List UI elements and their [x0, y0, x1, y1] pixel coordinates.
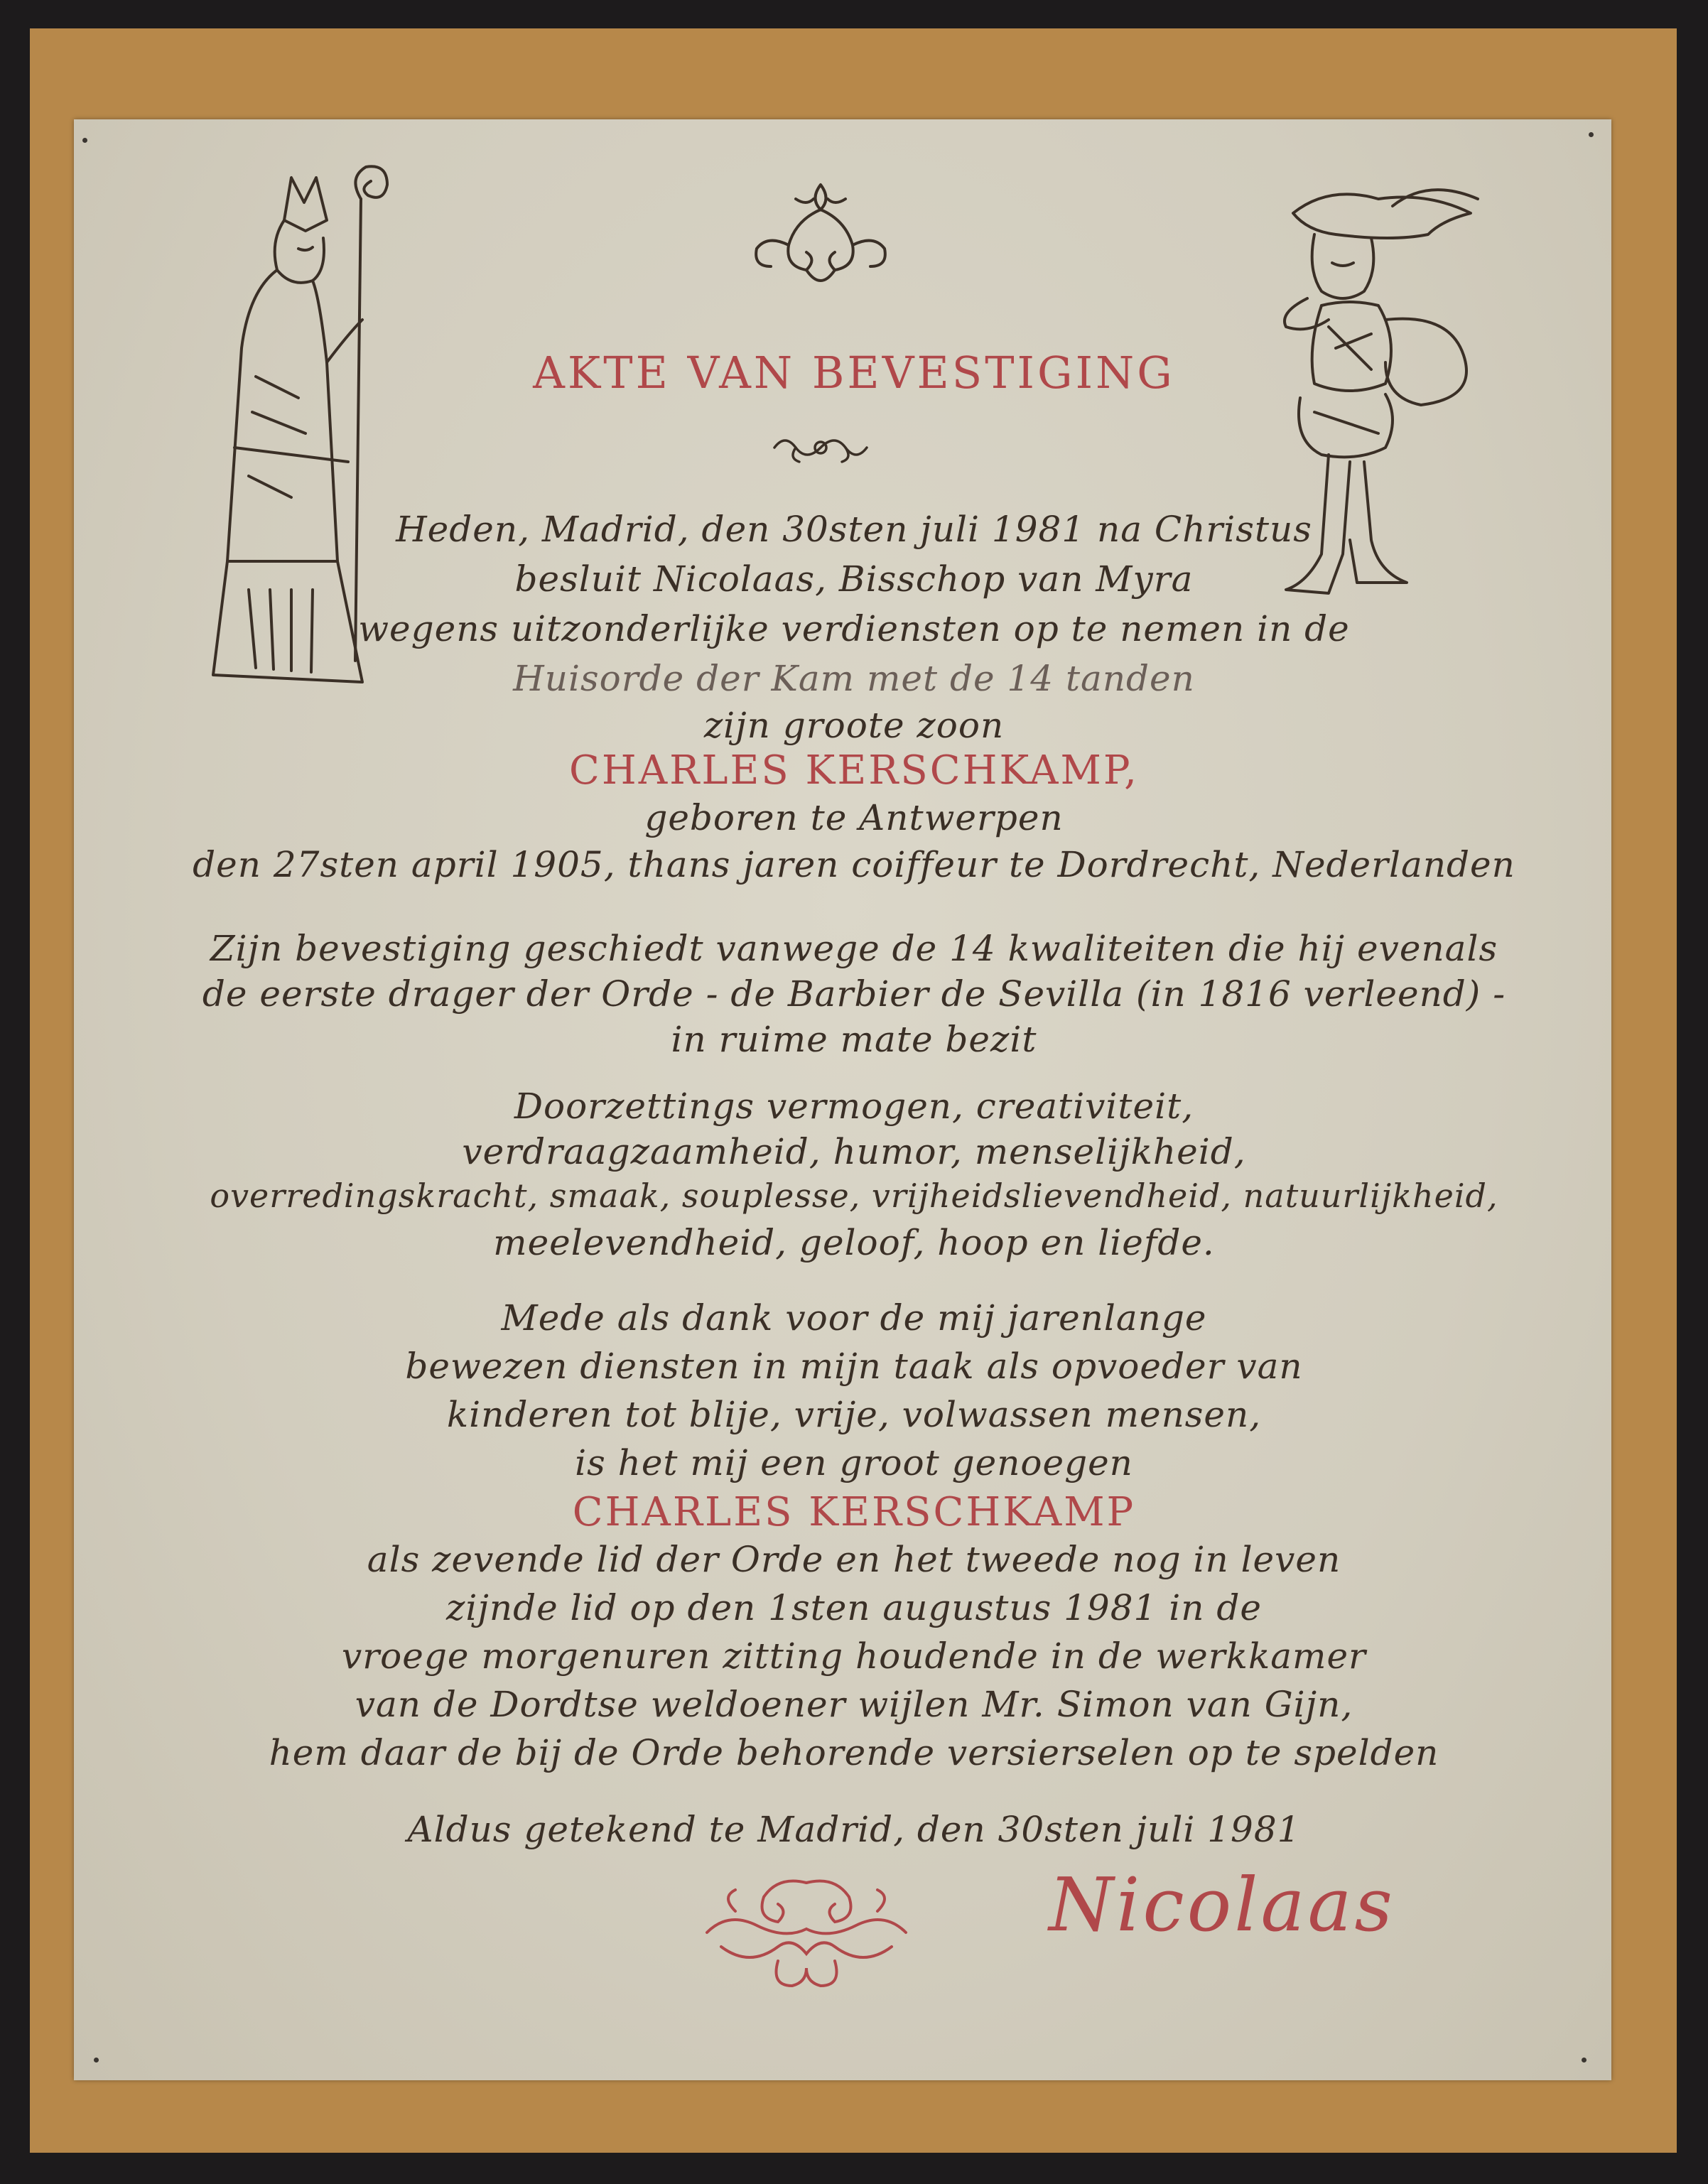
pin-bottom-right [1582, 2058, 1587, 2063]
birth-line-2: den 27sten april 1905, thans jaren coiffeur te Dordrecht, Nederlanden [193, 844, 1515, 885]
qualities-line-3: overredingskracht, smaak, souplesse, vrijheidslievendheid, natuurlijkheid, [210, 1177, 1498, 1215]
member-line-4: van de Dordtse weldoener wijlen Mr. Simon van Gijn, [355, 1684, 1353, 1725]
pin-bottom-left [94, 2058, 99, 2063]
intro-line-1: Heden, Madrid, den 30sten juli 1981 na Christus [396, 509, 1312, 550]
top-flourish-ornament [746, 178, 895, 298]
qualities-line-2: verdraagzaamheid, humor, menselijkheid, [462, 1131, 1246, 1172]
honoree-name-2: CHARLES KERSCHKAMP [572, 1489, 1136, 1535]
bottom-flourish-ornament [693, 1869, 920, 1996]
thanks-line-4: is het mij een groot genoegen [575, 1442, 1133, 1483]
intro-line-2: besluit Nicolaas, Bisschop van Myra [514, 558, 1194, 600]
pin-top-right [1589, 132, 1594, 137]
intro-line-4: Huisorde der Kam met de 14 tanden [513, 658, 1195, 699]
confirmation-line-1: Zijn bevestiging geschiedt vanwege de 14 kwaliteiten die hij evenals [210, 928, 1498, 969]
closing-line: Aldus getekend te Madrid, den 30sten juli 1981 [407, 1809, 1301, 1850]
thanks-line-2: bewezen diensten in mijn taak als opvoeder van [405, 1346, 1303, 1387]
qualities-line-4: meelevendheid, geloof, hoop en liefde. [493, 1222, 1215, 1263]
member-line-5: hem daar de bij de Orde behorende versierselen op te spelden [269, 1732, 1439, 1773]
thanks-line-3: kinderen tot blije, vrije, volwassen mensen, [446, 1394, 1262, 1435]
confirmation-line-2: de eerste drager der Orde - de Barbier de Sevilla (in 1816 verleend) - [202, 973, 1506, 1015]
signature: Nicolaas [1049, 1861, 1395, 1948]
pin-top-left [82, 138, 87, 143]
title-flourish-ornament [767, 426, 874, 469]
member-line-1: als zevende lid der Orde en het tweede nog in leven [367, 1539, 1341, 1580]
member-line-3: vroege morgenuren zitting houdende in de werkkamer [342, 1636, 1366, 1677]
thanks-line-1: Mede als dank voor de mij jarenlange [501, 1297, 1207, 1339]
honoree-name-1: CHARLES KERSCHKAMP, [569, 747, 1139, 794]
qualities-line-1: Doorzettings vermogen, creativiteit, [514, 1086, 1194, 1127]
document-title: AKTE VAN BEVESTIGING [533, 347, 1175, 399]
member-line-2: zijnde lid op den 1sten augustus 1981 in de [446, 1587, 1262, 1628]
intro-line-5: zijn groote zoon [703, 705, 1005, 746]
birth-line-1: geboren te Antwerpen [644, 797, 1064, 838]
intro-line-3: wegens uitzonderlijke verdiensten op te nemen in de [358, 608, 1350, 649]
confirmation-line-3: in ruime mate bezit [671, 1019, 1037, 1060]
